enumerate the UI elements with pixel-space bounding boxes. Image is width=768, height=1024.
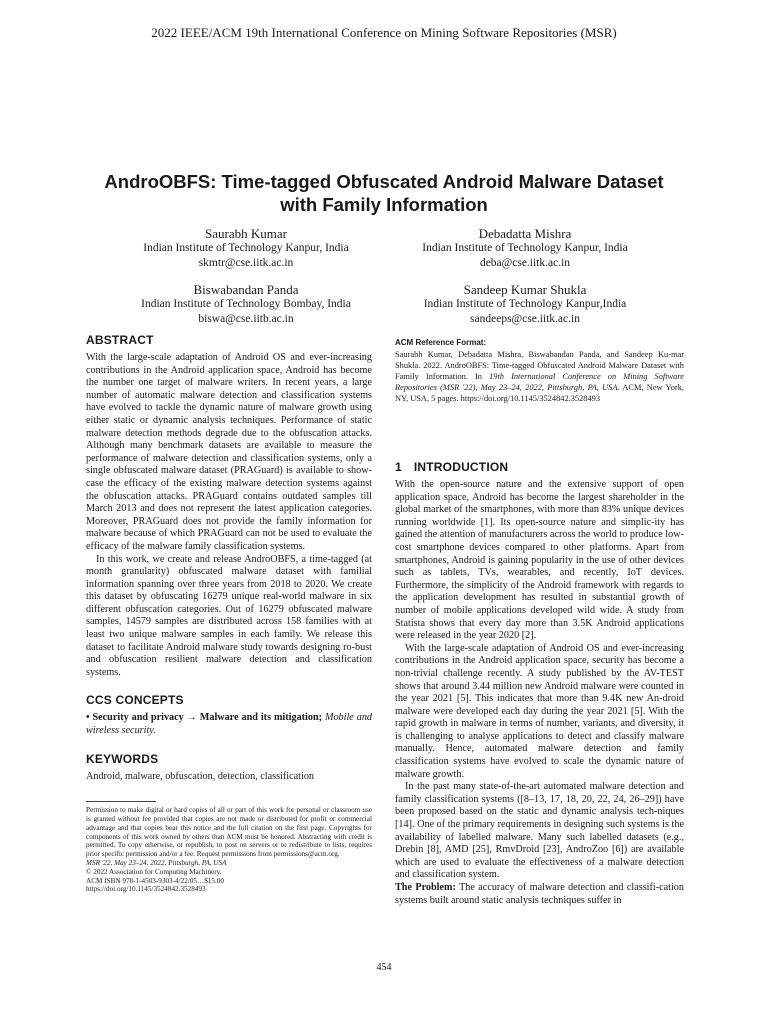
acm-ref-venue: 19th International Conference on Mining Software Repositories (MSR '22), May 23–24, 2022, Pittsburgh, PA, USA. <box>395 372 684 392</box>
keywords-text: Android, malware, obfuscation, detection, classification <box>86 770 315 782</box>
ccs-bullet: • Security and privacy → Malware and its mitigation; <box>86 712 323 724</box>
footnote-venue: MSR '22, May 23–24, 2022, Pittsburgh, PA, USA <box>86 859 227 867</box>
page-number: 454 <box>376 962 392 973</box>
author-email: skmtr@cse.iitk.ac.in <box>198 257 294 269</box>
footnote-permission: Permission to make digital or hard copies of all or part of this work for personal or classroom use is granted without fee provided that copies are not made or distributed for profit or commercial advantage and that copies bear this notice and the full citation on the first page. Copyrights for components of this work owned by others than ACM must be honored. Abstracting with credit is permitted. To copy otherwise, or republish, to post on servers or to redistribute to lists, requires prior specific permission and/or a fee. Request permissions from permissions@acm.org. <box>86 806 372 859</box>
author-email: deba@cse.iitk.ac.in <box>479 257 571 269</box>
footnote-isbn: ACM ISBN 978-1-4503-9303-4/22/05…$15.00 <box>86 876 224 885</box>
abstract-heading: ABSTRACT <box>86 333 154 347</box>
ccs-heading: CCS CONCEPTS <box>86 693 184 708</box>
author-name: Biswabandan Panda <box>193 282 299 297</box>
introduction-heading <box>395 460 684 474</box>
conference-header: 2022 IEEE/ACM 19th International Conference on Mining Software Repositories (MSR) <box>151 25 617 40</box>
ccs-tail: Mobile and wireless security. <box>86 712 373 737</box>
author-2 <box>365 226 685 271</box>
footnote-doi: https://doi.org/10.1145/3524842.3528493 <box>86 885 206 894</box>
author-4 <box>365 282 685 327</box>
acm-ref-authors: Saurabh Kumar, Debadatta Mishra, Biswabandan Panda, and Sandeep Ku-mar Shukla. 2022. AndroOBFS: Time-tagged Obfuscated Android Malware Dataset with Family Information. In <box>395 350 684 381</box>
acm-ref-publisher: ACM, New York, NY, USA, 5 pages. https://doi.org/10.1145/3524842.3528493 <box>395 383 684 403</box>
ccs-concepts <box>86 712 372 737</box>
author-1 <box>86 226 406 271</box>
abstract-paragraph-2: In this work, we create and release AndroOBFS, a time-tagged (at month granularity) obfuscated malware dataset with familial information spanning over three years from 2018 to 2020. We create this dataset by obfuscating 16279 unique real-world malware in six different obfuscation categories. Out of 16279 obfuscated malware samples, 14579 samples are distributed across 158 families with at least two unique malware samples in each family. We release this dataset to facilitate Android malware study towards designing ro-bust and obfuscation resilient malware detection and classification systems. <box>86 553 372 678</box>
author-3 <box>86 282 406 327</box>
problem-text: The accuracy of malware detection and classifi-cation systems built around static analysis techniques suffer in <box>395 882 684 906</box>
title-line-1: AndroOBFS: Time-tagged Obfuscated Android Malware Dataset <box>104 171 664 192</box>
footnote-copyright: © 2022 Association for Computing Machinery. <box>86 867 222 876</box>
intro-problem-paragraph <box>395 882 684 907</box>
left-column <box>86 333 372 894</box>
intro-paragraph-3: In the past many state-of-the-art automated malware detection and family classification systems ([8–13, 17, 18, 20, 22, 24, 26–29]) have been proposed based on the static and dynamic analysis tech-niques [14]. One of the primary requirements in designing such systems is the availability of labelled malware. Many such labelled datasets (e.g., Drebin [8], AMD [25], RmvDroid [23], AndroZoo [6]) are available which are used to evaluate the effectiveness of a malware detection and classification system. <box>395 781 684 881</box>
author-affiliation: Indian Institute of Technology Kanpur,India <box>423 298 627 310</box>
section-number: 1 <box>395 460 402 474</box>
right-column <box>395 333 684 907</box>
acm-reference-text <box>395 349 684 404</box>
author-name: Debadatta Mishra <box>478 226 572 241</box>
author-name: Saurabh Kumar <box>205 226 287 241</box>
author-email: sandeeps@cse.iitk.ac.in <box>470 313 580 325</box>
intro-paragraph-2: With the large-scale adaptation of Android OS and ever-increasing contributions in the Android application space, security has become a non-trivial challenge recently. A study published by the AV-TEST shows that around 3.44 million new Android malware were counted in the year 2021 [5]. This indicates that more than 9.4K new An-droid malware were developed each day during the year 2021 [5]. With the rapid growth in malware in terms of number, variants, and diversity, it is challenging to analyse applications to detect and classify malware manually. Hence, automated malware detection and family classification systems have evolved to scale the dynamic nature of malware growth. <box>395 642 684 780</box>
author-affiliation: Indian Institute of Technology Kanpur, India <box>422 242 628 254</box>
acm-reference-heading: ACM Reference Format: <box>395 338 487 347</box>
author-name: Sandeep Kumar Shukla <box>463 282 587 297</box>
footnote-rule <box>86 801 156 802</box>
author-email: biswa@cse.iitb.ac.in <box>198 313 294 325</box>
abstract-paragraph-1: With the large-scale adaptation of Android OS and ever-increasing contributions in the Android application space, Android has become the number one target of malware writers. In recent years, a large number of automatic malware detection and classification systems have evolved to tackle the dynamic nature of malware growth using either static or dynamic analysis techniques. Performance of static malware detection methods degrade due to the obfuscation attacks. Although many benchmark datasets are available to measure the performance of malware detection and classification systems, only a single obfuscated malware dataset (PRAGuard) is available to show-case the efficacy of the existing malware detection systems against the obfuscation attacks. PRAGuard contains outdated samples till March 2013 and does not represent the latest application categories. Moreover, PRAGuard does not provide the family information for malware because of which PRAGuard can not be used to evaluate the efficacy of the malware family classification systems. <box>86 352 372 552</box>
title-line-2: with Family Information <box>280 194 488 215</box>
intro-paragraph-1: With the open-source nature and the extensive support of open application space, Android has become the largest shareholder in the global market of the smartphones, with more than 83% unique devices running worldwide [1]. Its open-source nature and simplic-ity has gained the attention of manufacturers across the world to produce low-cost smartphone devices compared to other platforms. Apart from smartphones, Android is gaining popularity in the use of other devices such as tablets, TVs, wearables, and recently, IoT devices. Furthermore, the simplicity of the Android framework with regards to the application development has resulted in substantial growth of number of mobile applications developed wild wide. A study from Statista shows that every day more than 3.5K Android applications were released in the year 2020 [2]. <box>395 479 684 642</box>
problem-label: The Problem: <box>395 882 456 893</box>
author-affiliation: Indian Institute of Technology Kanpur, India <box>143 242 349 254</box>
section-title: INTRODUCTION <box>413 460 509 474</box>
paper-title <box>40 170 728 216</box>
author-affiliation: Indian Institute of Technology Bombay, India <box>141 298 351 310</box>
keywords-heading: KEYWORDS <box>86 751 159 766</box>
